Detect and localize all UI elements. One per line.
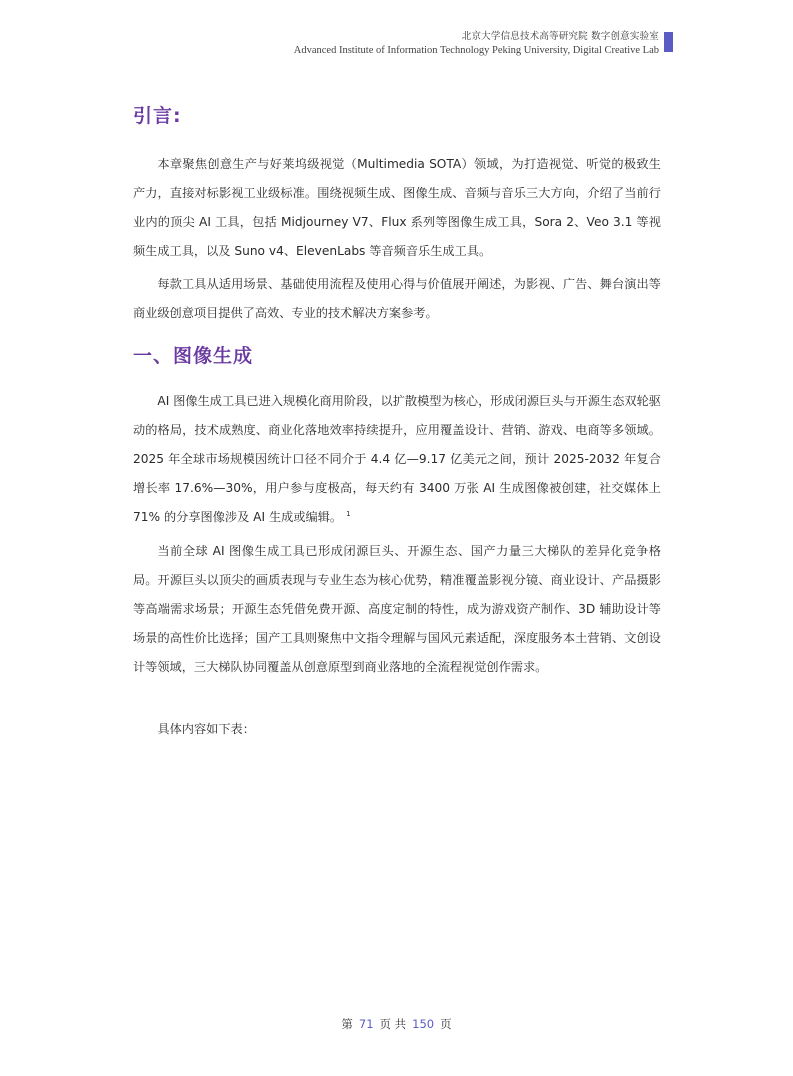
total-page-number: 150 — [412, 1017, 435, 1031]
footer-prefix: 第 — [341, 1017, 353, 1031]
header-chinese-title: 北京大学信息技术高等研究院 数字创意实验室 — [461, 31, 659, 42]
intro-heading: 引言: — [133, 105, 182, 127]
current-page-number: 71 — [358, 1017, 374, 1031]
section-paragraph-2: 当前全球 AI 图像生成工具已形成闭源巨头、开源生态、国产力量三大梯队的差异化竞争格局。开源巨头以顶尖的画质表现与专业生态为核心优势，精准覆盖影视分镜、商业设计、产品摄影等高端需求场景；开源生态凭借免费开源、高度定制的特性，成为游戏资产制作、3D 辅助设计等场景的高性价比选择；国产工具则聚焦中文指令理解与国风元素适配，深度服务本土营销、文创设计等领域，三大梯队协同覆盖从创意原型到商业落地的全流程视觉创作需求。 — [133, 544, 661, 674]
header-accent-bar — [664, 32, 673, 52]
intro-paragraph-1: 本章聚焦创意生产与好莱坞级视觉（Multimedia SOTA）领域，为打造视觉、听觉的极致生产力，直接对标影视工业级标准。围绕视频生成、图像生成、音频与音乐三大方向，介绍了当前行业内的顶尖 AI 工具，包括 Midjourney V7、Flux 系列等图像生成工具，Sora 2、Veo 3.1 等视频生成工具，以及 Suno v4、ElevenLabs 等音频音乐生成工具。 — [133, 157, 661, 258]
header-english-title: Advanced Institute of Information Technology Peking University, Digital Creative Lab — [293, 45, 659, 56]
section-paragraph-3: 具体内容如下表： — [157, 722, 255, 736]
section-paragraph-1-text: AI 图像生成工具已进入规模化商用阶段，以扩散模型为核心，形成闭源巨头与开源生态双轮驱动的格局，技术成熟度、商业化落地效率持续提升，应用覆盖设计、营销、游戏、电商等多领域。2025 年全球市场规模因统计口径不同介于 4.4 亿—9.17 亿美元之间，预计 2025-2032 年复合增长率 17.6%—30%，用户参与度极高，每天约有 3400 万张 AI 生成图像被创建，社交媒体上 71% 的分享图像涉及 AI 生成或编辑。 — [133, 394, 661, 524]
page-header — [294, 30, 659, 58]
page-footer — [0, 1016, 793, 1032]
intro-paragraph-2: 每款工具从适用场景、基础使用流程及使用心得与价值展开阐述，为影视、广告、舞台演出等商业级创意项目提供了高效、专业的技术解决方案参考。 — [133, 277, 661, 320]
footer-suffix: 页 — [440, 1017, 452, 1031]
section-paragraph-1 — [133, 387, 661, 532]
section-heading-image-generation: 一、图像生成 — [133, 345, 254, 367]
footer-mid: 页 共 — [379, 1017, 407, 1031]
footnote-ref[interactable]: 1 — [346, 509, 351, 518]
